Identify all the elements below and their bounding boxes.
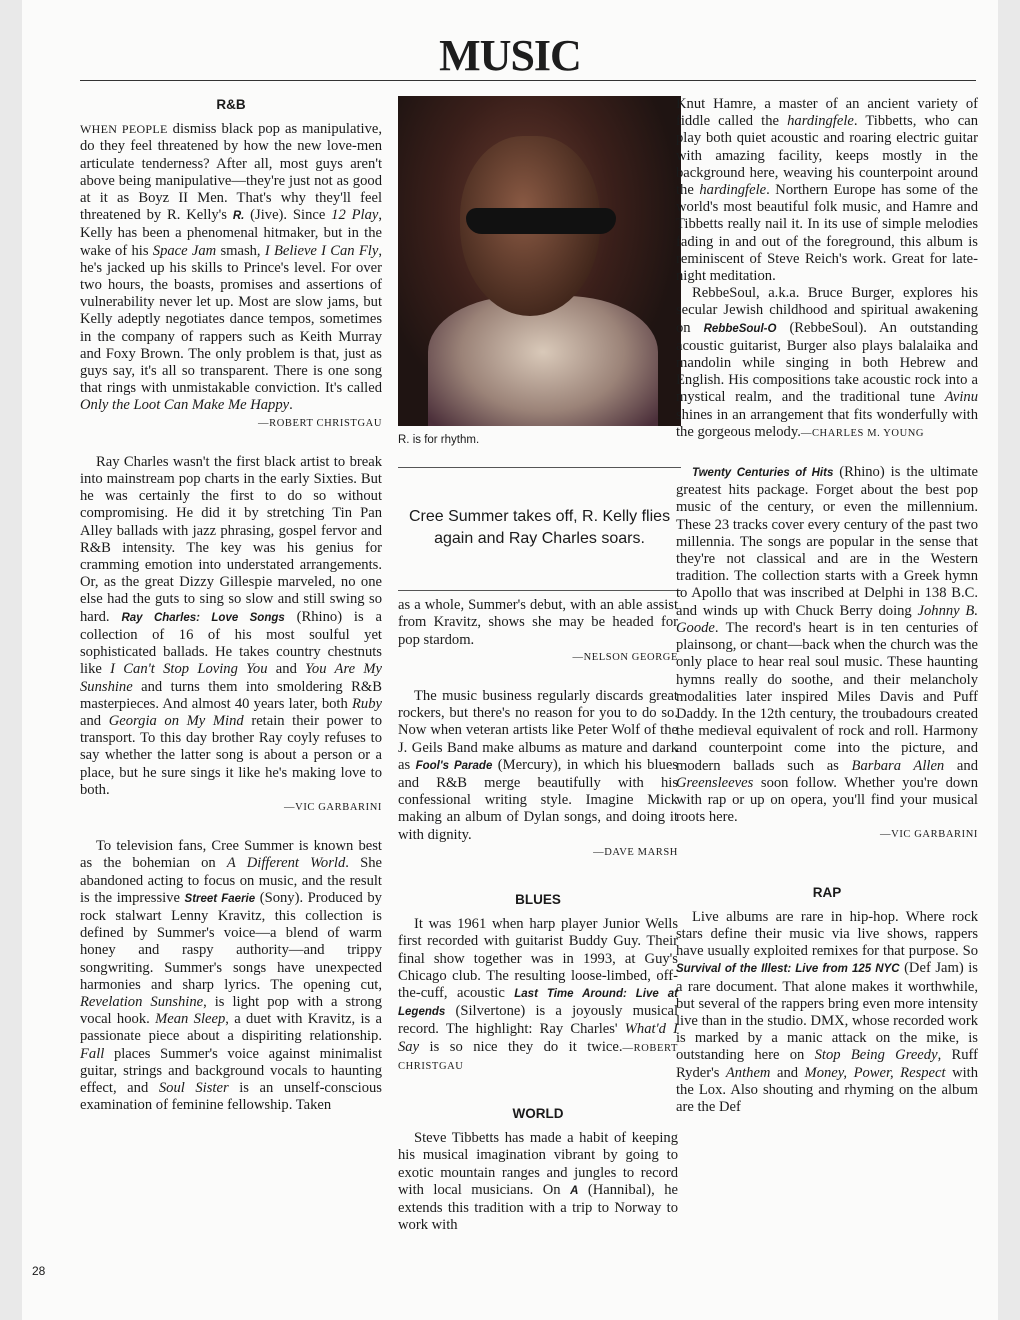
review-r-kelly: WHEN PEOPLE dismiss black pop as manipulative, do they feel threatened by how the new love-men articulate tenderness? After all, most guys aren't above being manipulative—they're just not as good at it as Boyz II Men. That's why they'll feel threatened by R. Kelly's R. (Jive). Since 12 Play, Kelly has been a phenomenal hitmaker, but in the wake of his Space Jam smash, I Believe I Can Fly, he's jacked up his skills to Prince's level. For over two hours, the boasts, promises and assertions of vulnerability never let up. Most are slow jams, but Kelly adeptly negotiates dance tempos, sometimes in the company of rappers such as Keith Murray and Foxy Brown. The only problem is that, just as guys say, it's all so transparent. There is one song that rings with unmistakable conviction. It's called Only the Loot Can Make Me Happy. <box>80 121 383 414</box>
review-continued: as a whole, Summer's debut, with an able assist from Kravitz, shows she may be headed for pop stardom. <box>398 597 678 648</box>
review-peter-wolf: The music business regularly discards great rockers, but there's no reason for you to do so. Now when veteran artists like Peter Wolf of the J. Geils Band make albums as mature and dark as Fool's Parade (Mercury), in which his blues and R&B merge beautifully with his confessional writing style. Imagine Mick making an album of Dylan songs, and doing it with dignity. <box>398 688 678 843</box>
section-heading-world: WORLD <box>512 1106 564 1122</box>
pull-quote-rule-top <box>398 467 681 468</box>
byline: —VIC GARBARINI <box>284 801 382 813</box>
pull-quote: Cree Summer takes off, R. Kelly flies again and Ray Charles soars. <box>408 508 671 548</box>
portrait-illustration <box>398 96 681 426</box>
review-junior-wells: It was 1961 when harp player Junior Wells first recorded with guitarist Buddy Guy. Their final show together was in 1993, at Guy's Chicago club. The resulting loose-limbed, off-the-cuff, acoustic Last Time Around: Live at Legends (Silvertone) is a joyously musical record. The highlight: Ray Charles' What'd I Say is so nice they do it twice.—ROBERT CHRISTGAU <box>398 916 678 1072</box>
page-number: 28 <box>32 1264 46 1278</box>
column-3 <box>676 96 978 1116</box>
column-1 <box>80 96 382 1114</box>
section-heading-blues: BLUES <box>515 892 561 908</box>
review-twenty-centuries: Twenty Centuries of Hits (Rhino) is the ultimate greatest hits package. Forget about the best pop music of the century, or even the millennium. These 23 tracks cover every century of the past two millennia. The songs are popular in the sense that they're not classical and are in the Western tradition. The collection starts with a Greek hymn to Apollo that was inscribed at Delphi in 138 B.C. and winds up with Chuck Berry doing Johnny B. Goode. The record's heart is in ten centuries of plainsong, or chant—back when the church was the only place to hear real soul music. These haunting hymns really do soothe, and their melancholy modalities later inspired Miles Davis and Puff Daddy. In the 12th century, the troubadours created the medieval equivalent of rock and roll. Harmony and counterpoint come into the picture, and modern ballads such as Barbara Allen and Greensleeves soon follow. Whether you're down with rap or up on opera, you'll find your musical roots here. <box>676 464 979 826</box>
sunglasses-shape <box>466 208 616 234</box>
section-heading-rb: R&B <box>216 97 246 112</box>
column-2-text <box>398 597 678 1234</box>
masthead: MUSIC <box>439 31 581 80</box>
review-ray-charles: Ray Charles wasn't the first black artist to break into mainstream pop charts in the early Sixties. But he was certainly the first to do so without compromising. He did it by stretching Tin Pan Alley ballads with jazz phrasing, gospel fervor and R&B intensity. The key was his genius for cramming emotion into understated arrangements. Or, as the great Dizzy Gillespie marveled, no one else had the guts to sing so slow and still swing so hard. Ray Charles: Love Songs (Rhino) is a collection of 16 of his most soulful yet sophisticated ballads. He takes country chestnuts like I Can't Stop Loving You and You Are My Sunshine and turns them into smoldering R&B masterpieces. And almost 40 years later, both Ruby and Georgia on My Mind retain their power to transport. To this day brother Ray coyly refuses to say whether the latter song is about a person or a place, but he sure sings it like he's making love to both. <box>80 453 383 798</box>
review-cree-summer: To television fans, Cree Summer is known best as the bohemian on A Different World. She abandoned acting to focus on music, and the result is the impressive Street Faerie (Sony). Produced by rock stalwart Lenny Kravitz, this collection is defined by Summer's voice—a blend of warm honey and raspy authority—and trippy songwriting. Summer's songs have unexpected harmonies and sharp lyrics. The opening cut, Revelation Sunshine, is light pop with a strong vocal hook. Mean Sleep, a duet with Kravitz, is a passionate piece about a dispiriting relationship. Fall places Summer's voice against minimalist guitar, strings and background vocals to haunting effect, and Soul Sister is an unself-conscious examination of feminine fellowship. Taken <box>80 838 382 1114</box>
review-tibbetts-continued: Knut Hamre, a master of an ancient variety of fiddle called the hardingfele. Tibbetts, who can play both quiet acoustic and roaring electric guitar with amazing facility, keeps mostly in the background here, weaving his counterpoint around the hardingfele. Northern Europe has some of the world's most beautiful folk music, and Hamre and Tibbetts really nail it. In its use of simple melodies fading in and out of the foreground, this album is reminiscent of Steve Reich's work. Great for late-night meditation. <box>676 96 978 285</box>
magazine-page <box>22 0 998 1320</box>
section-heading-rap: RAP <box>812 884 842 900</box>
byline: —DAVE MARSH <box>593 846 678 858</box>
byline: —VIC GARBARINI <box>880 829 978 841</box>
pull-quote-rule-bottom <box>398 590 681 591</box>
byline: —ROBERT CHRISTGAU <box>257 417 382 429</box>
byline: —NELSON GEORGE <box>572 651 678 663</box>
column-2 <box>378 96 678 1235</box>
scarf-shape <box>428 296 658 426</box>
review-rebbesoul: RebbeSoul, a.k.a. Bruce Burger, explores his secular Jewish childhood and spiritual awakening on RebbeSoul-O (RebbeSoul). An outstanding acoustic guitarist, Burger also plays balalaika and mandolin while singing in both Hebrew and English. His compositions take acoustic rock into a mystical realm, and the traditional tune Avinu shines in an arrangement that fits wonderfully with the gorgeous melody.—CHARLES M. YOUNG <box>676 285 978 440</box>
masthead-rule <box>80 80 976 81</box>
review-survival-of-the-illest: Live albums are rare in hip-hop. Where rock stars define their music via live shows, rappers have usually exploited remixes for that purpose. So Survival of the Illest: Live from 125 NYC (Def Jam) is a rare document. That alone makes it worthwhile, but several of the rappers bring even more intensity live than in the studio. DMX, whose recorded work is marked by a manic attack on the mike, is outstanding here on Stop Being Greedy, Ruff Ryder's Anthem and Money, Power, Respect with the Lox. Also shouting and rhyming on the album are the Def <box>676 908 979 1115</box>
review-steve-tibbetts: Steve Tibbetts has made a habit of keeping his musical imagination vibrant by going to exotic mountain ranges and jungles to record with local musicians. On A (Hannibal), he extends this tradition with a trip to Norway to work with <box>398 1130 678 1234</box>
photo-caption: R. is for rhythm. <box>398 434 480 446</box>
